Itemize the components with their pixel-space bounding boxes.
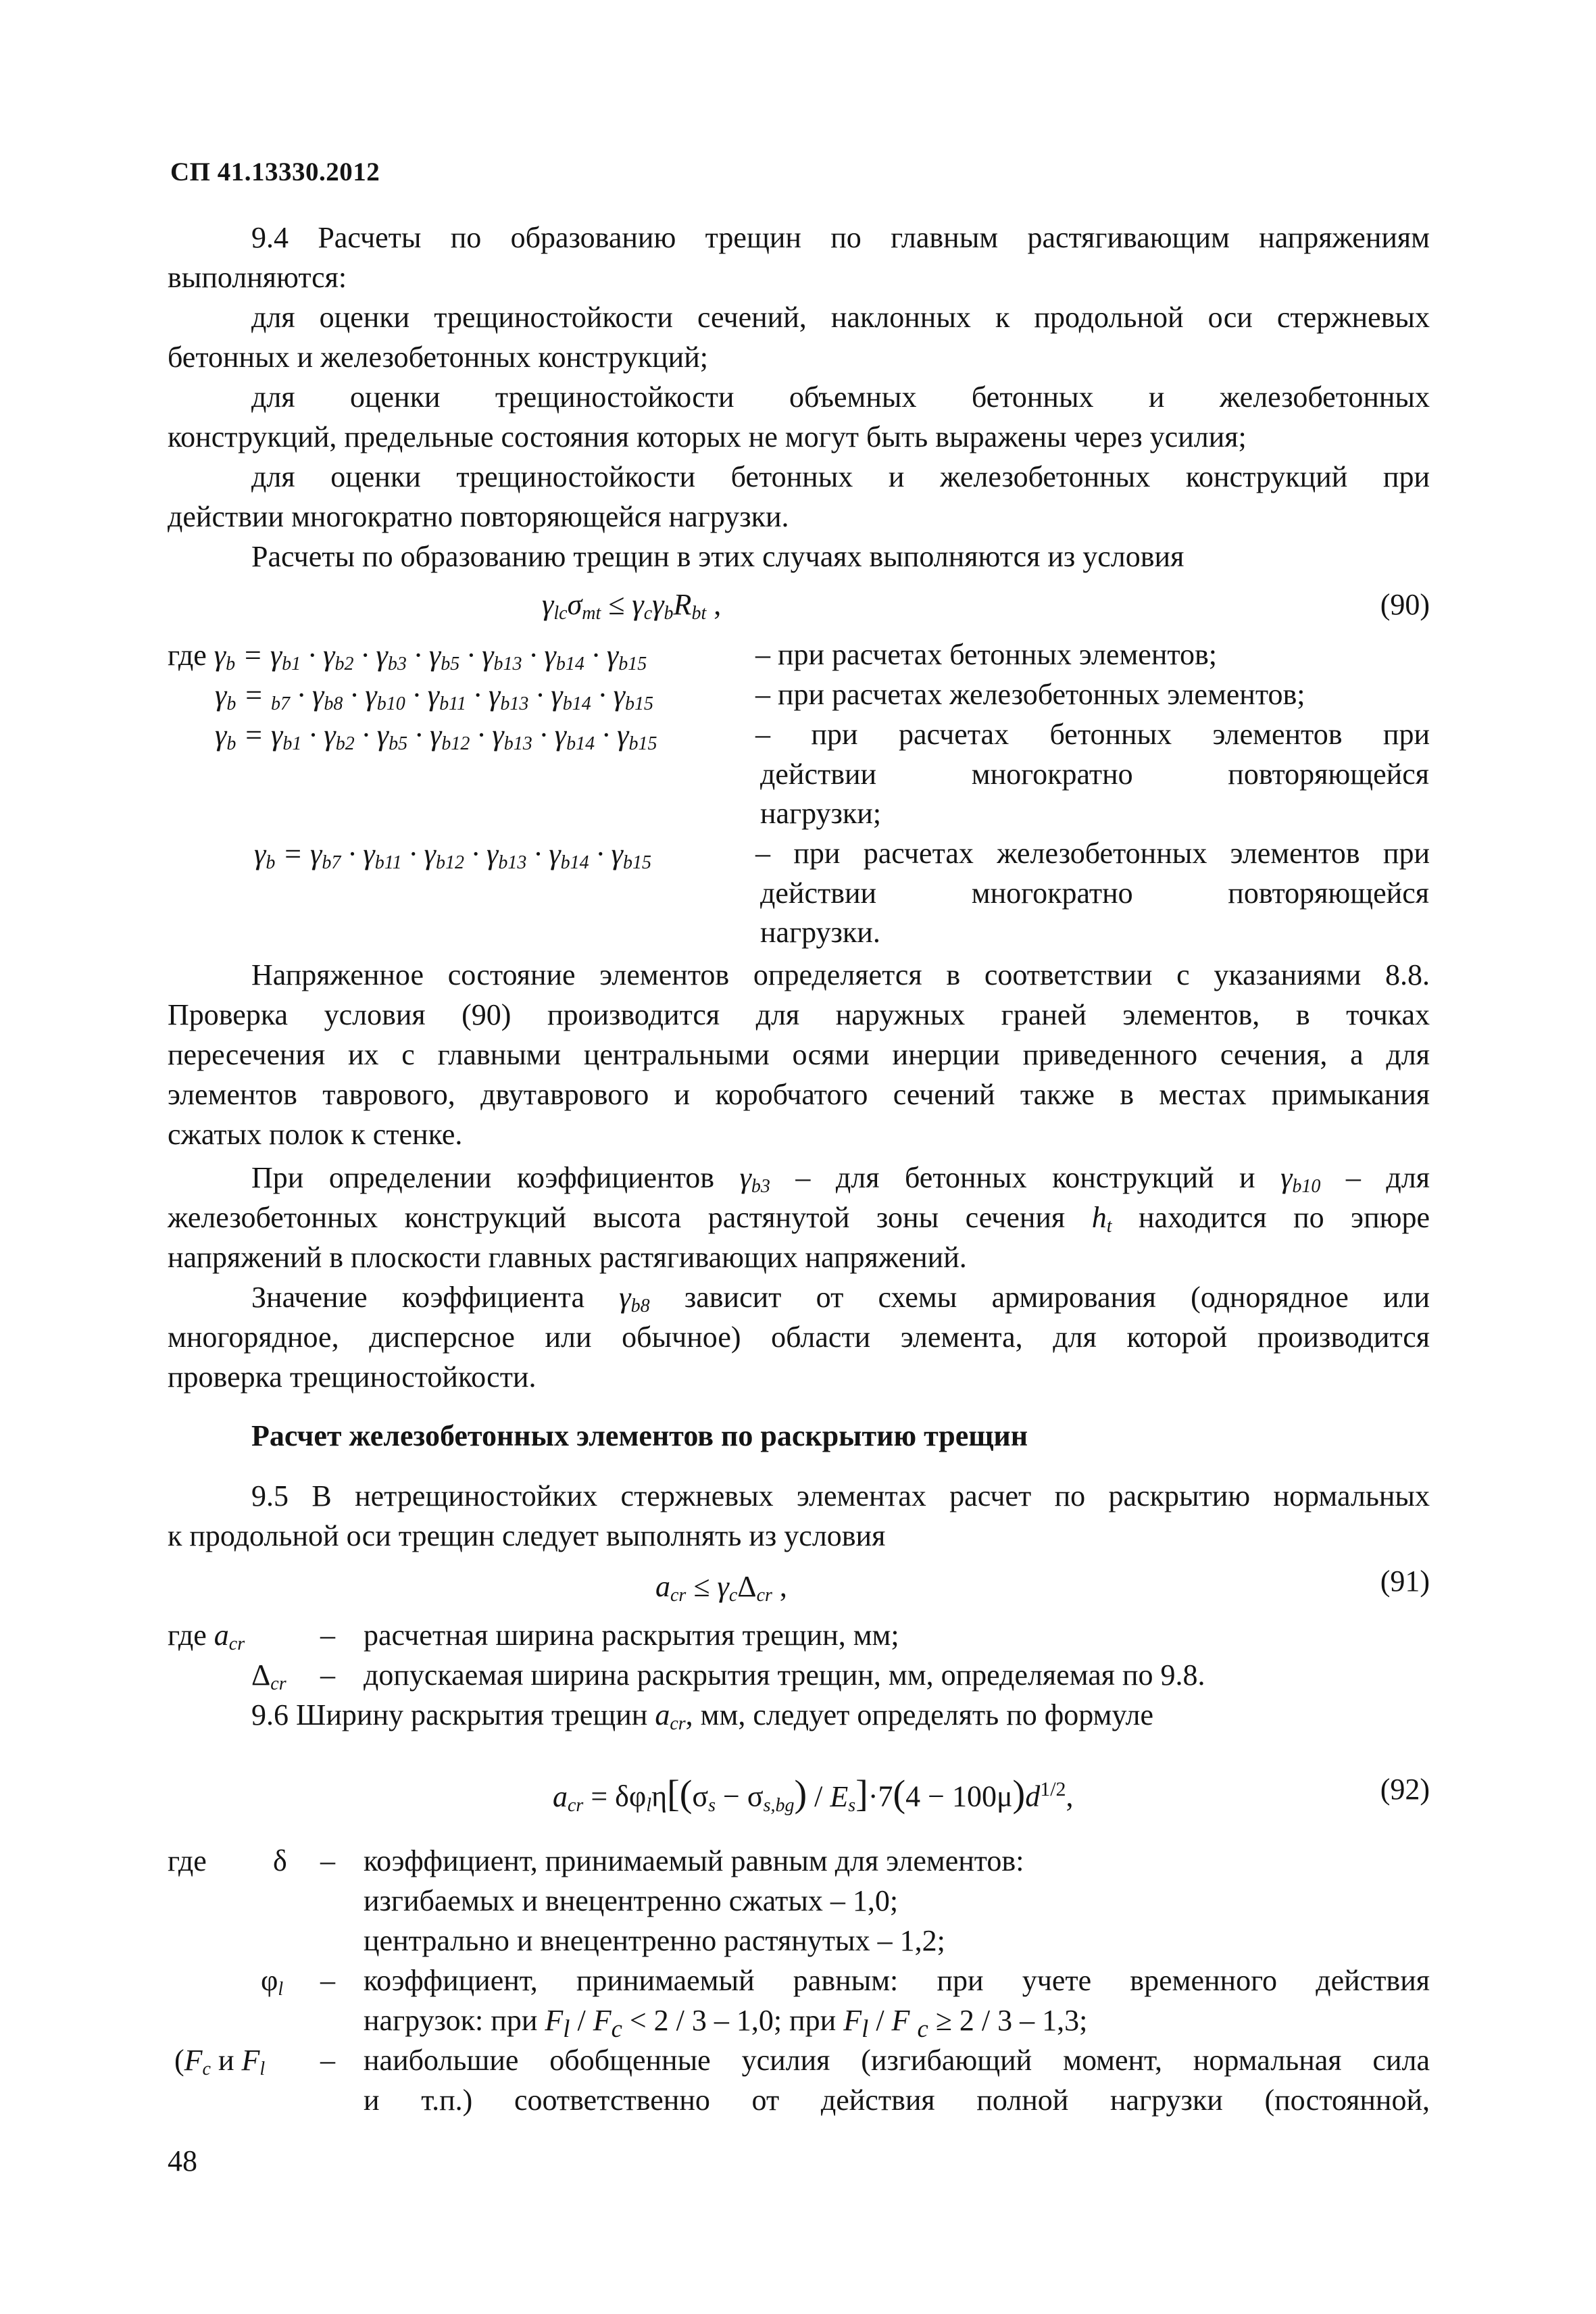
def91-dash-2: – (320, 1658, 335, 1692)
def90-row-4-cont-1: действии многократно повторяющейся (760, 877, 1429, 910)
def92-symbol-delta: δ (273, 1844, 287, 1877)
gamma8-line-2: многорядное, дисперсное или обычное) области элемента, для которой производится (168, 1321, 1430, 1354)
equation-92: $a_{cr} = \delta\varphi_l\eta[(\sigma_s - \sigma_{s,bg}) / E_s]\cdot 7(4 - 100\mu)d^{1/2}$, (553, 1773, 1074, 1816)
def92-phi-2: нагрузок: при $F_l / F_c < 2 / 3 - 1,0$; при $F_l$ / F $_c$ ≥ 2 / 3 – 1,3; (364, 2004, 1088, 2042)
def90-row-1-text: – при расчетах бетонных элементов; (755, 638, 1218, 671)
def91-label-delta: $\Delta_{cr}$ (251, 1658, 286, 1694)
def92-delta-2: изгибаемых и внецентренно сжатых – 1,0; (364, 1884, 899, 1917)
gamma8-line-3: проверка трещиностойкости. (168, 1360, 537, 1394)
def90-row-3-cont-1: действии многократно повторяющейся (760, 758, 1429, 791)
p94-line-1: 9.4 Расчеты по образованию трещин по главным растягивающим напряжениям (251, 221, 1430, 254)
document-code-header: СП 41.13330.2012 (170, 157, 380, 187)
p94-item2-line-1: для оценки трещиностойкости объемных бетонных и железобетонных (251, 380, 1430, 414)
def92-delta-3: центрально и внецентренно растянутых – 1,2; (364, 1924, 945, 1957)
def91-text-2: допускаемая ширина раскрытия трещин, мм, определяемая по 9.8. (364, 1658, 1205, 1692)
p95-line-1: 9.5 В нетрещиностойких стержневых элементах расчет по раскрытию нормальных (251, 1479, 1430, 1512)
def90-row-3: $\gamma_b = \gamma_{b1} \cdot \gamma_{b2} \cdot \gamma_{b5} \cdot \gamma_{b12} \cdot \gamma_{b13} \cdot \gamma_{b14} \cdot \gamma_{b15}$ (215, 718, 657, 754)
def90-row-1: где $\gamma_b = \gamma_{b1} \cdot \gamma_{b2} \cdot \gamma_{b3} \cdot \gamma_{b5} \cdot \gamma_{b13} \cdot \gamma_{b14} \cdot \gamma_{b15}$ (168, 639, 647, 674)
equation-90: $\gamma_{lc}\sigma_{mt} \le \gamma_c\gamma_bR_{bt}$ , (542, 588, 722, 624)
gamma8-line-1: Значение коэффициента $\gamma_{b8}$ зависит от схемы армирования (однорядное или (251, 1281, 1430, 1316)
coef-line-2: железобетонных конструкций высота растянутой зоны сечения $h_t$ находится по эпюре (168, 1201, 1430, 1237)
p94-condition-intro: Расчеты по образованию трещин в этих случаях выполняются из условия (251, 540, 1184, 573)
equation-91: $a_{cr} \le \gamma_c\Delta_{cr}$ , (655, 1570, 787, 1606)
def92-symbol-F: ($F_c$ и $F_l$ (174, 2044, 266, 2079)
def92-dash-2: – (320, 1964, 335, 1997)
def90-row-3-text: – при расчетах бетонных элементов при (755, 718, 1430, 751)
equation-91-number: (91) (1380, 1565, 1430, 1598)
def90-row-2: $\gamma_b = _{b7} \cdot \gamma_{b8} \cdot \gamma_{b10} \cdot \gamma_{b11} \cdot \gamma_{b13} \cdot \gamma_{b14} \cdot \gamma_{b15}$ (215, 679, 654, 714)
def92-F-2: и т.п.) соответственно от действия полной нагрузки (постоянной, (364, 2084, 1430, 2117)
def91-dash-1: – (320, 1619, 335, 1652)
coef-line-1: При определении коэффициентов $\gamma_{b3}$ – для бетонных конструкций и $\gamma_{b10}$ – для (251, 1161, 1430, 1197)
stress-line-3: пересечения их с главными центральными осями инерции приведенного сечения, а для (168, 1038, 1430, 1071)
def92-dash-1: – (320, 1844, 335, 1877)
def91-text-1: расчетная ширина раскрытия трещин, мм; (364, 1619, 899, 1652)
stress-line-5: сжатых полок к стенке. (168, 1118, 463, 1151)
def92-symbol-phi: φl (261, 1964, 284, 2000)
def91-label-acr: где $a_{cr}$ (168, 1619, 245, 1654)
p95-line-2: к продольной оси трещин следует выполнять из условия (168, 1519, 886, 1552)
p94-item2-line-2: конструкций, предельные состояния которых не могут быть выражены через усилия; (168, 420, 1247, 453)
def92-phi-1: коэффициент, принимаемый равным: при учете временного действия (364, 1964, 1430, 1997)
def92-F-1: наибольшие обобщенные усилия (изгибающий момент, нормальная сила (364, 2044, 1430, 2077)
p94-line-2: выполняются: (168, 261, 347, 294)
def90-row-3-cont-2: нагрузки; (760, 797, 882, 830)
def90-row-4-cont-2: нагрузки. (760, 916, 880, 949)
p94-item3-line-1: для оценки трещиностойкости бетонных и железобетонных конструкций при (251, 460, 1430, 493)
p96-line: 9.6 Ширину раскрытия трещин $a_{cr}$, мм, следует определять по формуле (251, 1698, 1154, 1734)
def90-row-2-text: – при расчетах железобетонных элементов; (755, 678, 1305, 711)
def92-label-delta: где (168, 1844, 207, 1877)
def90-row-4-text: – при расчетах железобетонных элементов при (755, 837, 1430, 870)
equation-92-number: (92) (1380, 1773, 1430, 1806)
section-title: Расчет железобетонных элементов по раскрытию трещин (251, 1419, 1028, 1452)
def92-dash-3: – (320, 2044, 335, 2077)
page-number: 48 (168, 2144, 197, 2177)
p94-item3-line-2: действии многократно повторяющейся нагрузки. (168, 500, 789, 533)
coef-line-3: напряжений в плоскости главных растягивающих напряжений. (168, 1241, 967, 1274)
stress-line-1: Напряженное состояние элементов определяется в соответствии с указаниями 8.8. (251, 958, 1430, 991)
stress-line-2: Проверка условия (90) производится для наружных граней элементов, в точках (168, 998, 1430, 1031)
equation-90-number: (90) (1380, 588, 1430, 621)
p94-item1-line-2: бетонных и железобетонных конструкций; (168, 341, 708, 374)
stress-line-4: элементов таврового, двутаврового и коробчатого сечений также в местах примыкания (168, 1078, 1430, 1111)
p94-item1-line-1: для оценки трещиностойкости сечений, наклонных к продольной оси стержневых (251, 301, 1430, 334)
def90-row-4: $\gamma_b = \gamma_{b7} \cdot \gamma_{b11} \cdot \gamma_{b12} \cdot \gamma_{b13} \cdot \gamma_{b14} \cdot \gamma_{b15}$ (254, 837, 652, 873)
def92-delta-1: коэффициент, принимаемый равным для элементов: (364, 1844, 1024, 1877)
